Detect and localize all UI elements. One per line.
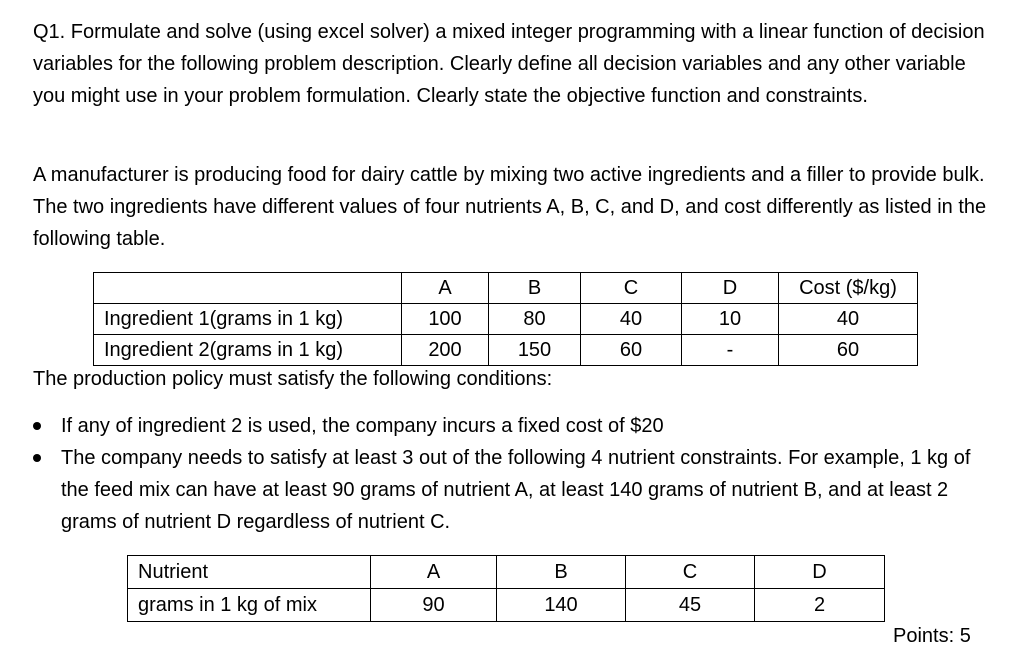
table-cell: 40 (779, 304, 918, 335)
header-cell: Nutrient (128, 556, 371, 589)
list-item (33, 442, 993, 538)
conditions-list (33, 410, 993, 538)
table-cell: 60 (581, 335, 682, 366)
table-cell: 140 (497, 589, 626, 622)
table-row (128, 589, 885, 622)
table-cell: 80 (489, 304, 581, 335)
header-cell: A (402, 273, 489, 304)
problem-description: A manufacturer is producing food for dairy cattle by mixing two active ingredients and a filler to provide bulk. The two ingredients have different values of four nutrients A, B, C, and D, and cost differently as listed in the following table. (33, 164, 987, 250)
row-label: grams in 1 kg of mix (128, 589, 371, 622)
table-cell: 45 (626, 589, 755, 622)
table-cell: 2 (755, 589, 885, 622)
table-cell: 100 (402, 304, 489, 335)
header-cell: C (626, 556, 755, 589)
bullet-icon (33, 422, 41, 430)
table-header-row (94, 273, 918, 304)
ingredient-table (93, 272, 918, 366)
condition-text: The company needs to satisfy at least 3 out of the following 4 nutrient constraints. For example, 1 kg of the feed mix can have at least 90 grams of nutrient A, at least 140 grams of nutrient B, and at least 2 grams of nutrient D regardless of nutrient C. (61, 447, 971, 533)
header-cell: D (682, 273, 779, 304)
table-cell: 10 (682, 304, 779, 335)
row-label: Ingredient 2(grams in 1 kg) (94, 335, 402, 366)
header-cell: B (489, 273, 581, 304)
row-label: Ingredient 1(grams in 1 kg) (94, 304, 402, 335)
header-cell (94, 273, 402, 304)
points-label: Points: 5 (893, 625, 971, 647)
table-cell: 200 (402, 335, 489, 366)
table-header-row (128, 556, 885, 589)
table-cell: 150 (489, 335, 581, 366)
table-row (94, 335, 918, 366)
header-cell: A (371, 556, 497, 589)
list-item (33, 410, 993, 442)
bullet-icon (33, 454, 41, 462)
condition-text: If any of ingredient 2 is used, the company incurs a fixed cost of $20 (61, 415, 664, 437)
table-row (94, 304, 918, 335)
header-cell: B (497, 556, 626, 589)
table-cell: 90 (371, 589, 497, 622)
question-intro: Q1. Formulate and solve (using excel solver) a mixed integer programming with a linear function of decision variables for the following problem description. Clearly define all decision variables and any other variable you might use in your problem formulation. Clearly state the objective function and constraints. (33, 21, 985, 107)
table-cell: 60 (779, 335, 918, 366)
header-cell: C (581, 273, 682, 304)
header-cell: D (755, 556, 885, 589)
table-cell: - (682, 335, 779, 366)
table-cell: 40 (581, 304, 682, 335)
nutrient-table (127, 555, 885, 622)
policy-intro: The production policy must satisfy the following conditions: (33, 368, 553, 390)
header-cell: Cost ($/kg) (779, 273, 918, 304)
